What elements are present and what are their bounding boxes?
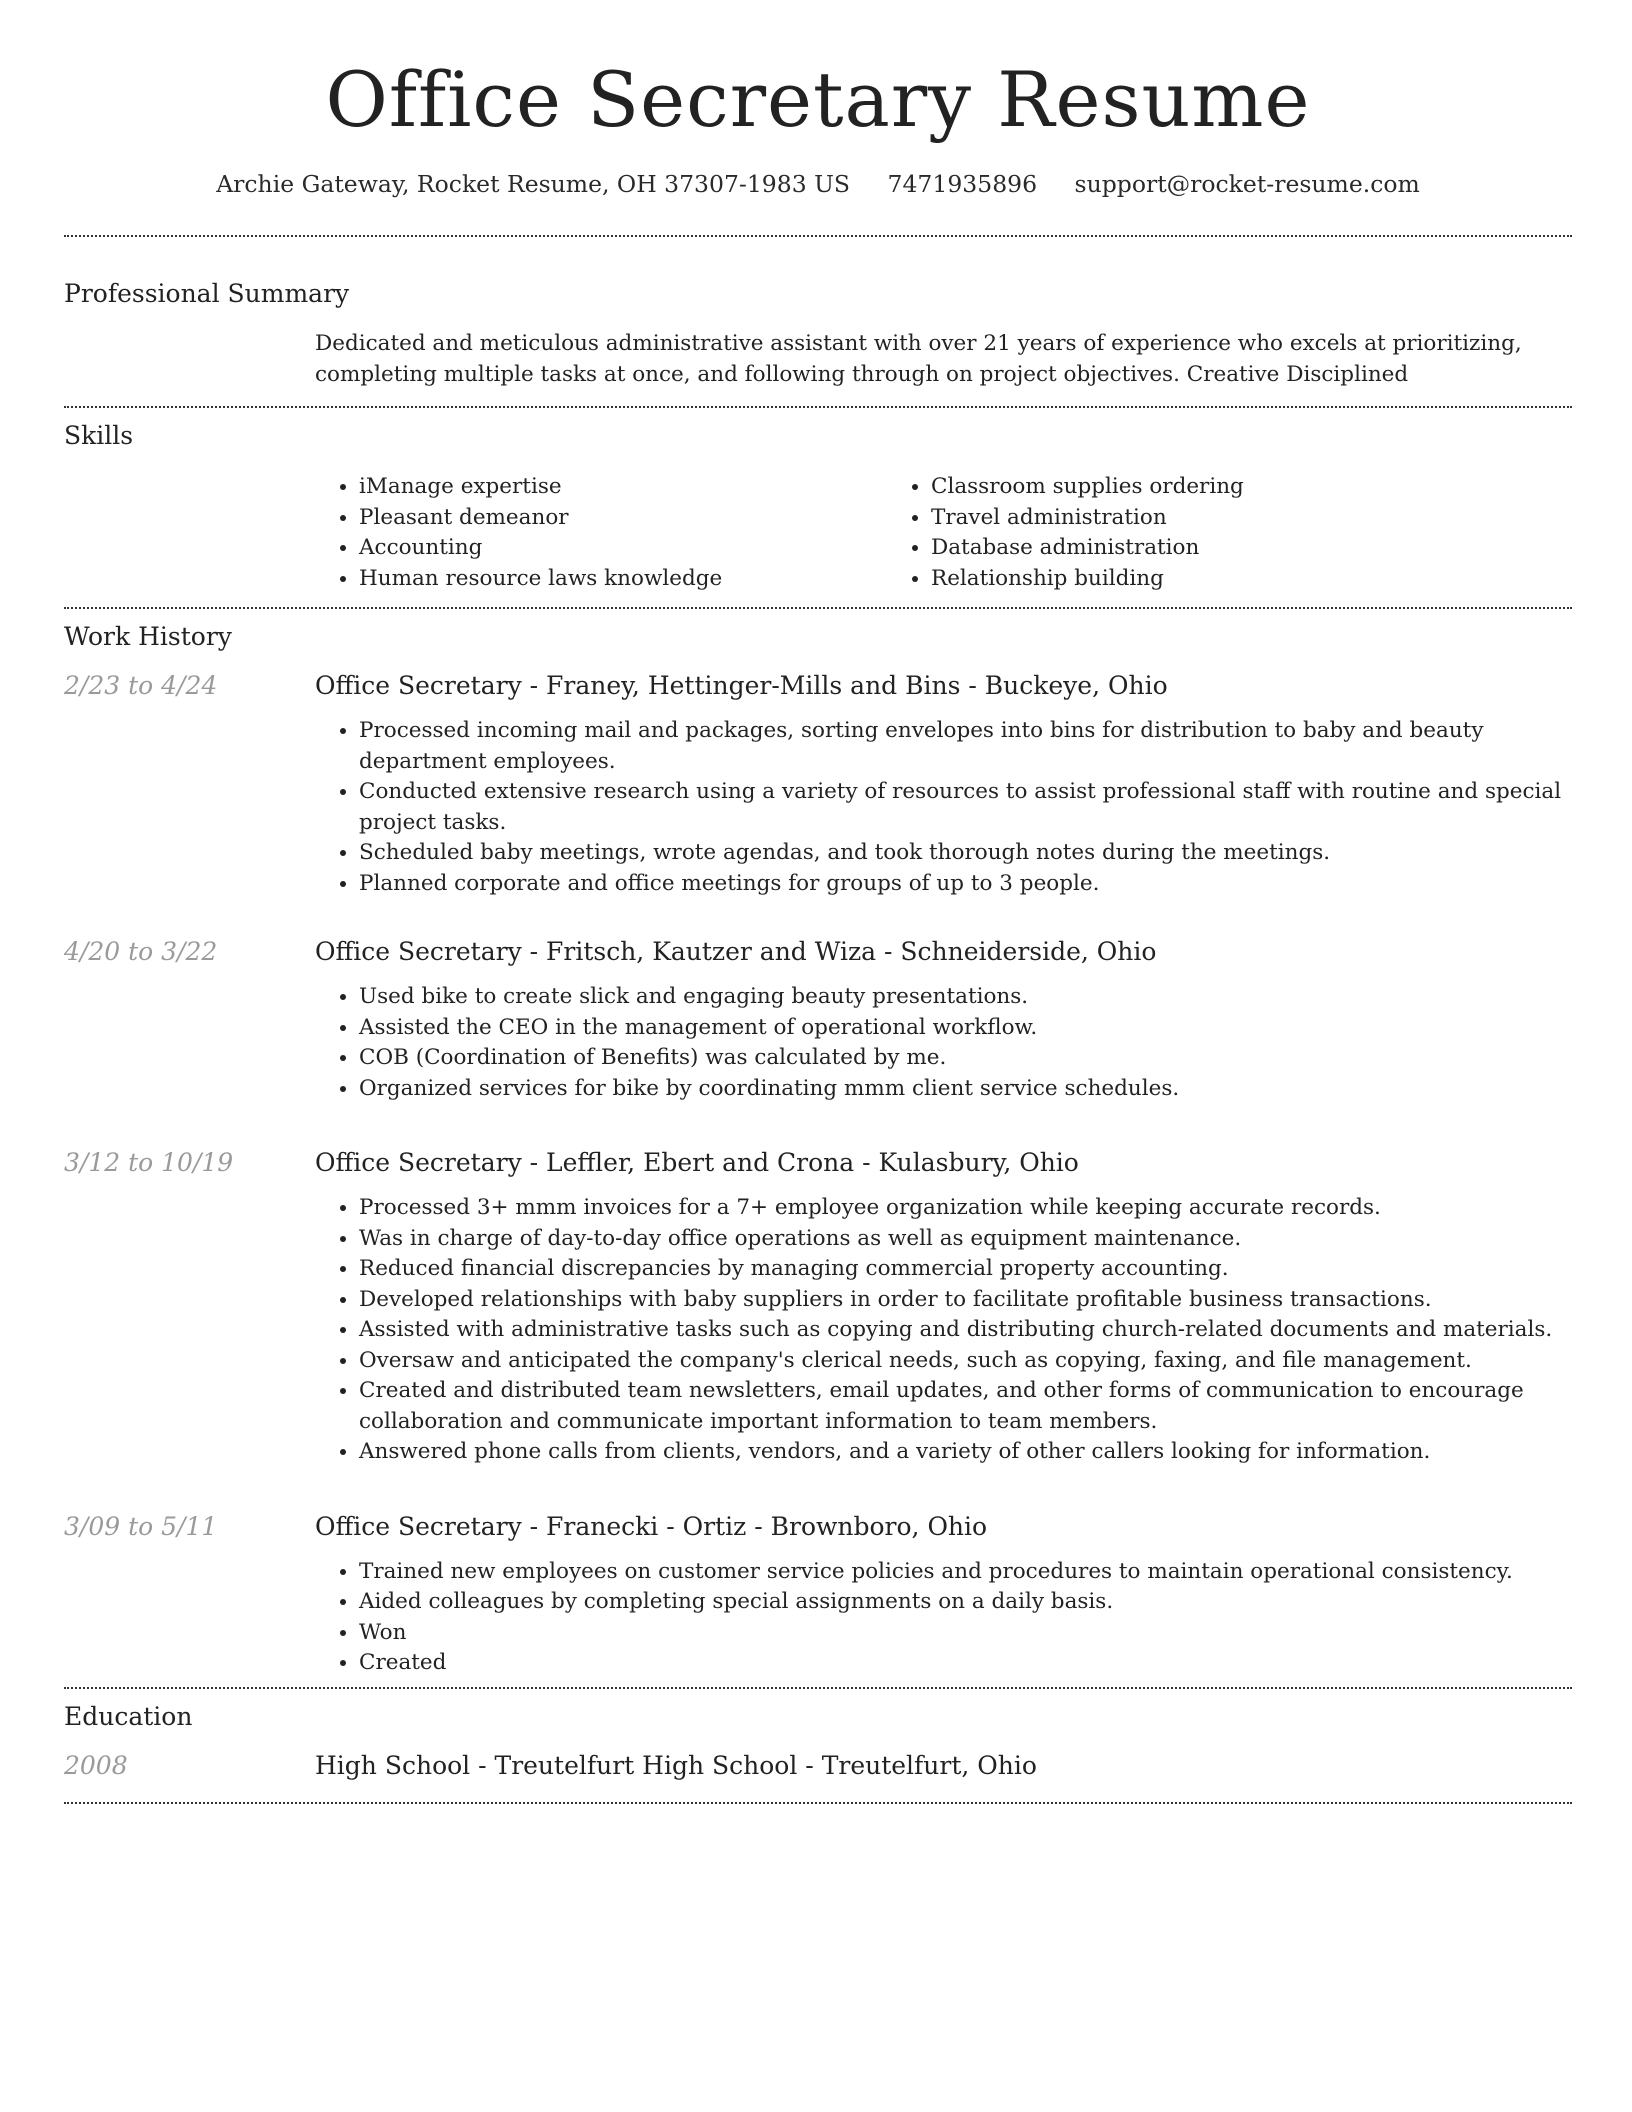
- skills-section: [64, 408, 1572, 607]
- job-title: Office Secretary - Franecki - Ortiz - Brownboro, Ohio: [315, 1511, 988, 1541]
- skill-item: • Travel administration: [931, 503, 1459, 534]
- work-history-heading: Work History: [64, 622, 232, 651]
- job-entry: [64, 1146, 1572, 1468]
- skill-item: • Classroom supplies ordering: [931, 472, 1459, 503]
- job-bullet: • Processed incoming mail and packages, sorting envelopes into bins for distribution to baby and beauty department employees.: [359, 716, 1572, 777]
- job-bullet: • Developed relationships with baby suppliers in order to facilitate profitable business transactions.: [359, 1285, 1572, 1316]
- job-bullet: • Was in charge of day-to-day office operations as well as equipment maintenance.: [359, 1224, 1572, 1255]
- job-bullet: • Planned corporate and office meetings for groups of up to 3 people.: [359, 869, 1572, 900]
- summary-heading: Professional Summary: [64, 279, 350, 308]
- skill-item: • iManage expertise: [359, 472, 887, 503]
- job-bullet: • Processed 3+ mmm invoices for a 7+ employee organization while keeping accurate records.: [359, 1193, 1572, 1224]
- job-bullet: • Answered phone calls from clients, vendors, and a variety of other callers looking for information.: [359, 1437, 1572, 1468]
- job-bullet: • Organized services for bike by coordinating mmm client service schedules.: [359, 1074, 1572, 1105]
- skill-item: • Accounting: [359, 533, 887, 564]
- job-entry: [64, 935, 1572, 1104]
- job-date: 3/12 to 10/19: [64, 1148, 234, 1177]
- job-bullets: [315, 1193, 1572, 1468]
- job-bullet: • Reduced financial discrepancies by managing commercial property accounting.: [359, 1254, 1572, 1285]
- summary-section: [64, 237, 1572, 406]
- job-bullet: • Scheduled baby meetings, wrote agendas, and took thorough notes during the meetings.: [359, 838, 1572, 869]
- job-bullet: • Oversaw and anticipated the company's clerical needs, such as copying, faxing, and file management.: [359, 1346, 1572, 1377]
- job-date: 4/20 to 3/22: [64, 937, 218, 966]
- job-date: 3/09 to 5/11: [64, 1511, 218, 1541]
- job-title: Office Secretary - Leffler, Ebert and Crona - Kulasbury, Ohio: [315, 1148, 1079, 1177]
- job-bullet: • Aided colleagues by completing special assignments on a daily basis.: [359, 1587, 1572, 1618]
- job-bullet: • Used bike to create slick and engaging beauty presentations.: [359, 982, 1572, 1013]
- education-date: 2008: [64, 1750, 128, 1780]
- resume-page: [64, 0, 1572, 1804]
- job-title: Office Secretary - Fritsch, Kautzer and Wiza - Schneiderside, Ohio: [315, 937, 1157, 966]
- skills-list-right: [887, 472, 1459, 594]
- job-bullet: • Assisted the CEO in the management of operational workflow.: [359, 1013, 1572, 1044]
- job-bullet: • Created: [359, 1648, 1572, 1679]
- education-title: High School - Treutelfurt High School - Treutelfurt, Ohio: [315, 1750, 1037, 1780]
- job-bullet: • Trained new employees on customer service policies and procedures to maintain operational consistency.: [359, 1557, 1572, 1588]
- contact-line: [64, 169, 1572, 199]
- education-entry: [64, 1749, 1572, 1802]
- job-entry: [64, 669, 1572, 899]
- job-bullet: • Created and distributed team newsletters, email updates, and other forms of communication to encourage collaboration and communicate important information to team members.: [359, 1376, 1572, 1437]
- job-bullet: • COB (Coordination of Benefits) was calculated by me.: [359, 1043, 1572, 1074]
- job-bullet: • Assisted with administrative tasks such as copying and distributing church-related documents and materials.: [359, 1315, 1572, 1346]
- job-bullets: [315, 1557, 1572, 1679]
- contact-phone: 7471935896: [887, 170, 1038, 198]
- page-title: Office Secretary Resume: [325, 55, 1311, 144]
- job-title: Office Secretary - Franey, Hettinger-Mills and Bins - Buckeye, Ohio: [315, 671, 1168, 700]
- summary-text: Dedicated and meticulous administrative assistant with over 21 years of experience who excels at prioritizing, completing multiple tasks at once, and following through on project objectives. Creative Disciplined: [315, 331, 1522, 387]
- job-bullet: • Won: [359, 1618, 1572, 1649]
- divider: [64, 1802, 1572, 1804]
- job-bullets: [315, 982, 1572, 1104]
- education-heading: Education: [64, 1701, 193, 1731]
- skill-item: • Human resource laws knowledge: [359, 564, 887, 595]
- skill-item: • Pleasant demeanor: [359, 503, 887, 534]
- contact-address: Archie Gateway, Rocket Resume, OH 37307-1983 US: [216, 170, 851, 198]
- education-section: [64, 1689, 1572, 1802]
- skill-item: • Relationship building: [931, 564, 1459, 595]
- job-date: 2/23 to 4/24: [64, 671, 218, 700]
- skill-item: • Database administration: [931, 533, 1459, 564]
- job-bullets: [315, 716, 1572, 899]
- skills-heading: Skills: [64, 421, 134, 450]
- contact-email: support@rocket-resume.com: [1074, 170, 1420, 198]
- work-history-section: [64, 609, 1572, 1687]
- job-entry: [64, 1510, 1572, 1679]
- skills-list-left: [315, 472, 887, 594]
- job-bullet: • Conducted extensive research using a variety of resources to assist professional staff with routine and special project tasks.: [359, 777, 1572, 838]
